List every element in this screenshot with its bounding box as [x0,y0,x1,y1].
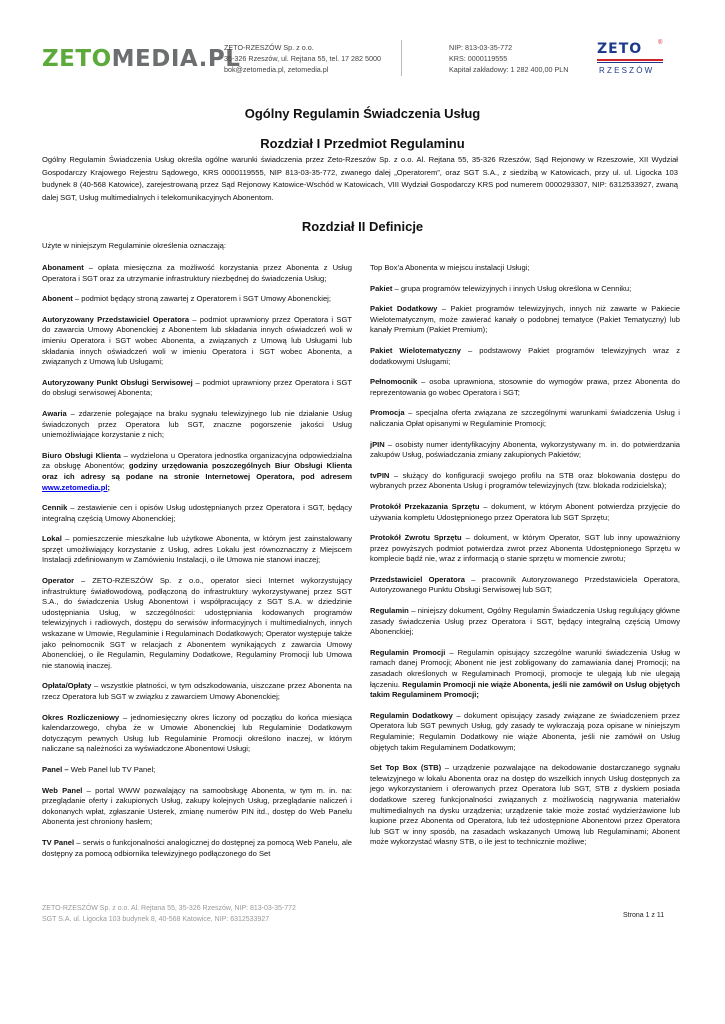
definition-term: Cennik [42,503,68,513]
definition-item [370,533,680,565]
header-divider [401,40,402,76]
definition-item [370,606,680,638]
definition-text: Web Panel lub TV Panel; [68,764,156,774]
definition-term: Pakiet Wielotematyczny [370,345,461,355]
definition-text: – Regulamin opisujący szczególne warunki świadczenia Usług w ramach danej Promocji; Abonent nie jest zobligowany do zamawiania danej Promocji; na zasadach określonych w Regulaminach Promocji, promocje te ulegają lub nie ulegają łączeniu. [370,647,681,689]
definition-term: jPIN [370,439,385,449]
definition-item [370,284,680,295]
definition-text: – serwis o funkcjonalności analogicznej do dostępnej za pomocą Web Panelu, ale dostępny za pomocą odbiornika telewizyjnego podłączonego do Set [42,837,353,858]
registry-line: Kapitał zakładowy: 1 282 400,00 PLN [449,65,569,74]
logo-grey-text: MEDIA.PL [111,46,241,72]
definitions-lead: Użyte w niniejszym Regulaminie określenia oznaczają: [42,241,227,250]
definition-term: Abonament [42,263,84,272]
company-registry [449,42,568,75]
definition-term: Autoryzowany Punkt Obsługi Serwisowej [42,377,193,387]
definition-item [370,502,680,523]
definition-item [42,713,352,755]
definition-item [370,471,680,492]
definition-term: Promocja [370,408,405,418]
definition-text: – grupa programów telewizyjnych i innych Usług określona w Cenniku; [392,283,632,293]
definition-item [42,534,352,566]
page-footer [42,904,296,925]
footer-line: SGT S.A. ul. Ligocka 103 budynek 8, 40-568 Katowice, NIP: 6312533927 [42,915,270,923]
address-line: ZETO-RZESZÓW Sp. z o.o. [224,43,314,52]
definition-text: Top Box’a Abonenta w miejscu instalacji Usługi; [370,263,530,272]
definition-item [42,503,352,524]
page-header [0,38,725,88]
definition-item [370,346,680,367]
definition-item [370,575,680,596]
definition-text: – ZETO-RZESZÓW Sp. z o.o., operator sieci Internet wykorzystujący infrastrukturę światłowodową, podłączoną do infrastruktury wykorzystywanej przez SGT S.A., do świadczenia Usług Abonentowi i współpracujący z SGT S.A. w dziedzinie udostępniania Usług, w szczególności: udostępniania kodowanych programów telewizyjnych i radiowych, dostępu do serwisów informacyjnych i multimedialnych, innych wskazane w Umowie, Regulaminie i Regulaminach Dodatkowych; Operator występuje także jako pełnomocnik SGT w relacjach z Abonentem wynikających z zawarcia Umowy Abonenckiej, o ile Regulamin, Regulaminy Dodatkowe, Regulaminy Promocji lub Umowa nie stanowią inaczej. [42,576,352,670]
definition-item [42,378,352,399]
website-link[interactable]: www.zetomedia.pl [42,482,108,492]
zeto-logo-word: ZETO [597,41,643,57]
definition-text: – Pakiet programów telewizyjnych, innych niż zawarte w Pakiecie Wielotematycznym, może zawierać kanały o podobnej tematyce (Pakiet Tematyczny) lub kanały Premium (Pakiet Premium); [370,304,680,335]
definition-text: – wydzielona u Operatora jednostka organizacyjna odpowiedzialna za obsługę Abonentów; [42,450,352,471]
definition-item [42,294,352,305]
logo-city-word: RZESZÓW [599,66,655,75]
zetomedia-logo [42,46,240,72]
address-line: bok@zetomedia.pl, zetomedia.pl [224,65,329,74]
definition-text: – opłata miesięczna za możliwość korzystania przez Abonenta z Usług Operatora i SGT oraz za utrzymanie infrastruktury niezbędnej do świadczenia Usług; [42,263,352,283]
definition-item [42,681,352,702]
zeto-rzeszow-logo [597,40,667,80]
definition-text: – dokument, w którym Abonent potwierdza przyjęcie do używania kompletu Udostępnionego przez Operatora lub SGT Sprzętu; [370,501,680,522]
definition-text: – zdarzenie polegające na braku sygnału telewizyjnego lub nie działanie Usług świadczonych przez Operatora lub SGT, znaczne pogorszenie jakości Usług uniemożliwiające korzystanie z nich; [42,408,352,440]
definition-text: – podmiot będący stroną zawartej z Operatorem i SGT Umowy Abonenckiej; [72,294,331,304]
definition-term: Set Top Box (STB) [370,763,442,773]
definition-term: Pakiet Dodatkowy [370,304,438,314]
definition-term: Biuro Obsługi Klienta [42,450,121,460]
definition-item [42,838,352,859]
registry-line: NIP: 813-03-35-772 [449,43,513,52]
footer-line: ZETO-RZESZÓW Sp. z o.o. Al. Rejtana 55, 35-326 Rzeszów, NIP: 813-03-35-772 [42,905,296,912]
page-number: Strona 1 z 11 [623,912,665,919]
chapter-1-heading: Rozdział I Przedmiot Regulaminu [260,136,465,151]
address-line: 35-326 Rzeszów, ul. Rejtana 55, tel. 17 282 5000 [224,54,382,63]
document-title: Ogólny Regulamin Świadczenia Usług [244,106,481,121]
definition-text: – podmiot uprawniony przez Operatora i SGT do zawarcia Umowy Abonenckiej z Abonentem lub składania innych oświadczeń woli w imieniu Operatora i SGT wobec Abonenta, a związanych z Umową lub Usługami lub składania innych oświadczeń woli w imieniu Operatora i SGT wobec Abonenta, a związanych z Umową lub Usługami; [42,314,352,367]
definition-term: Opłata/Opłaty [42,681,92,691]
definitions-left-column [42,263,352,869]
definition-item [370,763,680,848]
company-address [224,42,381,75]
definition-term: Awaria [42,408,67,418]
definition-term: Lokal [42,534,62,544]
definition-term: Pełnomocnik [370,377,418,387]
logo-blue-stripe [597,62,663,63]
definition-text: – niniejszy dokument, Ogólny Regulamin Świadczenia Usług regulujący główne zasady świadczenia Usług przez Operatora i SGT, będący integralną częścią Umowy Abonenckiej; [370,606,680,637]
definition-text: – służący do konfiguracji swojego profilu na STB oraz blokowania dostępu do wybranych przez Abonenta Usług i programów telewizyjnych (tzw. blokada rodzicielska); [370,470,680,491]
chapter-2-heading: Rozdział II Definicje [301,219,424,234]
definitions-right-column [370,263,680,858]
definition-text: – podstawowy Pakiet programów telewizyjnych wraz z dodatkowymi Usługami; [370,345,680,366]
definition-term: Operator [42,576,75,586]
definition-text: – urządzenie pozwalające na dekodowanie dostarczanego sygnału telewizyjnego w lokalu Abonenta oraz na dostęp do wszelkich innych Usług dostępnych za jego wykorzystaniem i oferowanych przez Operatora lub SGT, STB z dyskiem posiada dodatkowe szereg funkcjonalności związanych z możliwością nagrywania materiałów multimedialnych na dysku urządzenia; urządzenie takie może zostać wydzierżawione lub kupione przez Abonenta od Operatora, lub też udostępnione Abonentowi przez Operatora lub SGT w inny sposób, na zasadach wskazanych Umową lub Regulaminami; Abonent może wykorzystać własny STB, o ile jest to technicznie możliwe; [370,763,680,847]
definition-term: tvPIN [370,470,390,480]
definition-text: – zestawienie cen i opisów Usług udostępnianych przez Operatora i SGT, będący integralną częścią Umowy Abonenckiej; [42,503,352,523]
definition-item [370,440,680,461]
definition-text: – dokument opisujący zasady związane ze świadczeniem przez Operatora lub SGT pewnych Usług, gdy zasady te wykraczają poza opisane w niniejszym Regulaminie; Regulamin Dodatkowy nie wiąże Abonenta, jeśli nie zamówił on Usług objętych takim Regulaminem Dodatkowym; [370,710,681,752]
definition-item [370,304,680,336]
definition-term: Protokół Zwrotu Sprzętu [370,533,462,543]
definition-text: – specjalna oferta związana ze szczególnymi warunkami świadczenia Usług i naliczania Opłat opisanymi w Regulaminie Promocji; [370,408,680,428]
definition-term: Protokół Przekazania Sprzętu [370,501,480,511]
definition-text: – dokument, w którym Operator, SGT lub inny upoważniony przez powyższych podmiot potwierdza zwrot przez Abonenta Udostępnionego Sprzętu w komplecie bądź nie, wraz z informacją o stanie sprzętu w momencie zwrotu; [370,533,681,564]
definition-text: – pomieszczenie mieszkalne lub użytkowe Abonenta, w którym jest zainstalowany sprzęt umożliwiający korzystanie z Usług, adres Lokalu jest równoznaczny z Miejscem Instalacji zdefiniowanym w Zamówieniu Instalacji, o ile Umowa nie stanowi inaczej; [42,534,352,565]
definition-item [370,408,680,429]
definition-term: Panel – [42,764,69,774]
intro-paragraph: Ogólny Regulamin Świadczenia Usług określa ogólne warunki świadczenia przez Zeto-Rzeszów Sp. z o.o. Al. Rejtana 55, 35-326 Rzeszów, Sąd Rejonowy w Rzeszowie, XII Wydział Gospodarczy Krajowego Rejestru Sądowego, KRS 0000119555, NIP 813-03-35-772, zwanego dalej „Operatorem”, oraz SGT S.A., z siedzibą w Katowicach, przy ul. ul. Ligocka 103 budynek 8 (40-568 Katowice), zarejestrowaną przez Sąd Rejonowy Katowice-Wschód w Katowicach, VIII Wydział Gospodarczy KRS pod numerem 0000293307, NIP: 6312533927, zwaną dalej SGT, Usług multimedialnych i telekomunikacyjnych Abonentom. [42,155,678,202]
definition-term: Web Panel [42,785,83,795]
definition-bold-note: Regulamin Promocji nie wiąże Abonenta, jeśli nie zamówił on Usług objętych takim Regulaminem Promocji; [370,679,680,700]
definition-punct: ; [107,482,111,492]
definition-term: Abonent [42,294,73,304]
logo-green-text: ZETO [42,46,112,72]
registered-mark: ® [658,40,663,46]
definition-text: – podmiot uprawniony przez Operatora i SGT do obsługi serwisowej Abonenta; [42,377,352,398]
definition-item [42,315,352,368]
definition-item [42,451,352,493]
definition-text: – pracownik Autoryzowanego Przedstawiciela Operatora, Autoryzowanego Punktu Obsługi Serwisowej lub SGT; [370,574,680,595]
definition-item [370,377,680,398]
definition-item [42,576,352,671]
definition-text: – portal WWW pozwalający na samoobsługę Abonenta, w tym m. in. na: przeglądanie oferty i zakupionych Usług, zakupy kolejnych Usług, przeglądanie naliczeń i dokonanych wpłat, zgłaszanie Usterek, zmianę numerów PIN itd., dostęp do Web Panelu Abonenta jest chroniony hasłem; [42,785,353,827]
definition-bold-note: godziny urzędowania poszczególnych Biur Obsługi Klienta oraz ich adresy są podane na stronie Internetowej Operatora, pod adresem [42,461,353,481]
definition-item [370,648,680,701]
definition-text: – osobisty numer identyfikacyjny Abonenta, wykorzystywany m. in. do potwierdzania zakupów Usług, poświadczania zmiany zakupionych Pakietów; [370,439,680,460]
definition-item [42,786,352,828]
logo-red-stripe [597,59,663,61]
registry-line: KRS: 0000119555 [449,54,508,63]
definition-item [42,409,352,441]
definition-term: Pakiet [370,283,393,293]
definition-term: Okres Rozliczeniowy [42,712,120,722]
definition-term: Regulamin Dodatkowy [370,710,453,720]
definition-term: Regulamin [370,606,409,616]
definition-term: TV Panel [42,837,75,847]
definition-text: – wszystkie płatności, w tym odszkodowania, uiszczane przez Abonenta na rzecz Operatora lub SGT w związku z zawarciem Umowy Abonenckiej; [42,681,352,701]
definition-item [42,765,352,776]
definition-term: Autoryzowany Przedstawiciel Operatora [42,314,190,324]
definition-term: Regulamin Promocji [370,647,446,657]
definition-text: – jednomiesięczny okres liczony od początku do końca miesiąca kalendarzowego, chyba że w Umowie Abonenckiej lub Regulaminie Dodatkowym dotyczącym pewnych Usług lub Regulaminie Promocji określono inaczej, w którym naliczane są należności za wyświadczone Abonentowi Usługi; [42,712,352,754]
definition-item [370,263,680,274]
definition-item [370,711,680,753]
definition-text: – osoba uprawniona, stosownie do wymogów prawa, przez Abonenta do reprezentowania go wobec Operatora i SGT; [370,377,680,397]
definition-item [42,263,352,284]
definition-term: Przedstawiciel Operatora [370,574,465,584]
